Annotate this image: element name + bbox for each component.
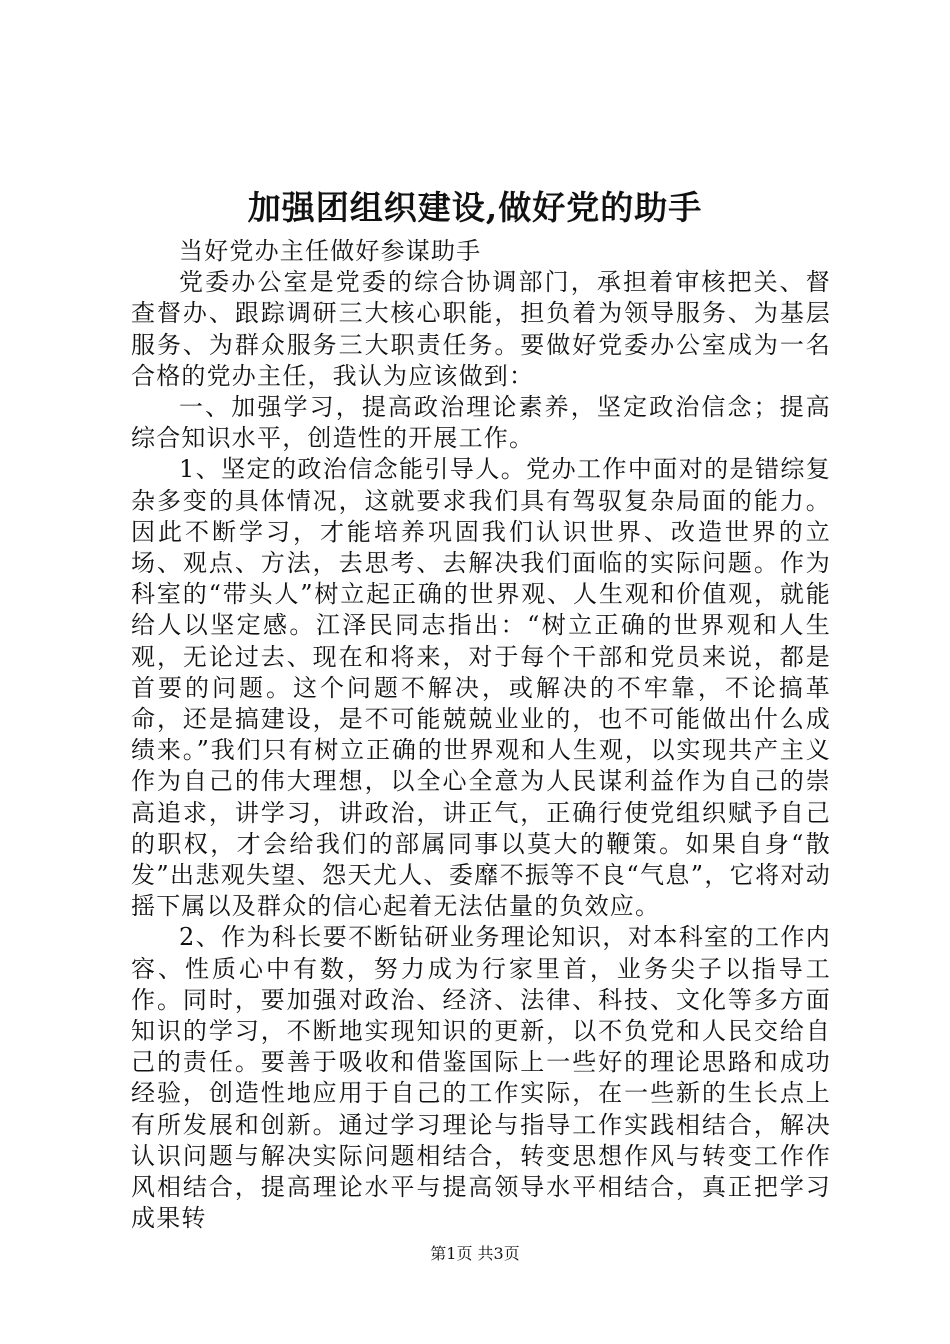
paragraph-point-two: 2、作为科长要不断钻研业务理论知识，对本科室的工作内容、性质心中有数，努力成为行家里首，业务尖子以指导工作。同时，要加强对政治、经济、法律、科技、文化等多方面知识的学习，不断地实现知识的更新，以不负党和人民交给自己的责任。要善于吸收和借鉴国际上一些好的理论思路和成功经验，创造性地应用于自己的工作实际，在一些新的生长点上有所发展和创新。通过学习理论与指导工作实践相结合，解决认识问题与解决实际问题相结合，转变思想作风与转变工作作风相结合，提高理论水平与提高领导水平相结合，真正把学习成果转 — [131, 923, 831, 1233]
paragraph-point-one: 1、坚定的政治信念能引导人。党办工作中面对的是错综复杂多变的具体情况，这就要求我们具有驾驭复杂局面的能力。因此不断学习，才能培养巩固我们认识世界、改造世界的立场、观点、方法，去思考、去解决我们面临的实际问题。作为科室的“带头人”树立起正确的世界观、人生观和价值观，就能给人以坚定感。江泽民同志指出：“树立正确的世界观和人生观，无论过去、现在和将来，对于每个干部和党员来说，都是首要的问题。这个问题不解决，或解决的不牢靠，不论搞革命，还是搞建设，是不可能兢兢业业的，也不可能做出什么成绩来。”我们只有树立正确的世界观和人生观，以实现共产主义作为自己的伟大理想，以全心全意为人民谋利益作为自己的崇高追求，讲学习，讲政治，讲正气，正确行使党组织赋予自己的职权，才会给我们的部属同事以莫大的鞭策。如果自身“散发”出悲观失望、怨天尤人、委靡不振等不良“气息”，它将对动摇下属以及群众的信心起着无法估量的负效应。 — [131, 455, 831, 921]
page-number-footer: 第1页 共3页 — [430, 1244, 520, 1263]
paragraph-intro: 党委办公室是党委的综合协调部门，承担着审核把关、督查督办、跟踪调研三大核心职能，担负着为领导服务、为基层服务、为群众服务三大职责任务。要做好党委办公室成为一名合格的党办主任，我认为应该做到： — [131, 268, 831, 390]
document-body — [131, 236, 831, 1235]
paragraph-subtitle: 当好党办主任做好参谋助手 — [179, 237, 482, 265]
document-title: 加强团组织建设,做好党的助手 — [247, 188, 703, 227]
paragraph-section-one: 一、加强学习，提高政治理论素养，坚定政治信念；提高综合知识水平，创造性的开展工作。 — [131, 393, 831, 453]
